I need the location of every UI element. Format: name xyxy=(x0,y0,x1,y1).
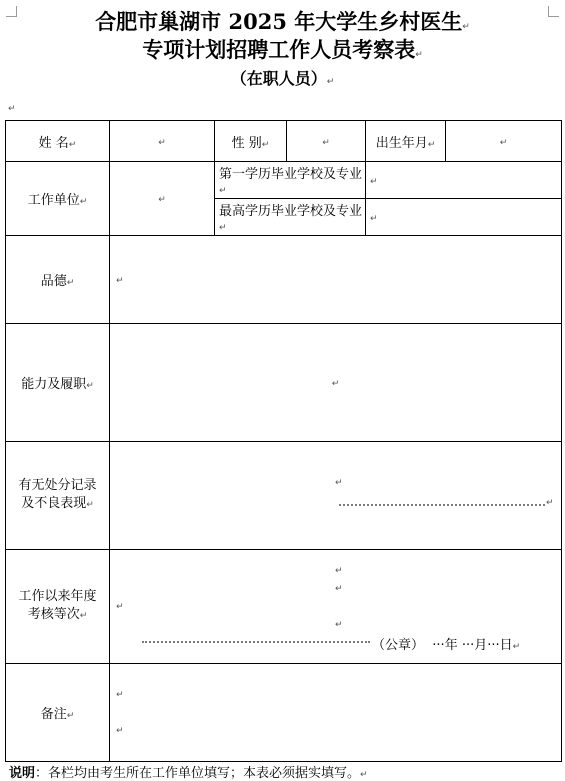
discipline-label: 有无处分记录 及不良表现↵ xyxy=(6,442,110,550)
seal-date-line: （公章） ···年 ···月···日↵ xyxy=(372,638,521,653)
morality-label: 品德↵ xyxy=(6,236,110,324)
first-education-value-cell[interactable]: ↵ xyxy=(366,162,562,199)
row-basic-info xyxy=(6,121,562,162)
gender-value-cell[interactable]: ↵ xyxy=(287,121,366,162)
dotted-line xyxy=(339,504,545,506)
remarks-value-cell[interactable]: ↵ ↵ xyxy=(110,664,562,762)
row-remarks xyxy=(6,664,562,762)
remarks-label: 备注↵ xyxy=(6,664,110,762)
title-line-2: 专项计划招聘工作人员考察表↵ xyxy=(142,37,423,62)
ability-value-cell[interactable]: ↵ xyxy=(110,324,562,442)
dotted-line xyxy=(142,641,370,643)
work-unit-label: 工作单位↵ xyxy=(6,162,110,236)
birth-value-cell[interactable]: ↵ xyxy=(446,121,562,162)
paragraph-mark: ↵ xyxy=(8,104,16,114)
footer-note: 说明：各栏均由考生所在工作单位填写；本表必须据实填写。↵ xyxy=(9,766,368,781)
work-unit-value-cell[interactable]: ↵ xyxy=(110,162,215,236)
assessment-label: 工作以来年度 考核等次↵ xyxy=(6,550,110,664)
row-ability xyxy=(6,324,562,442)
row-discipline xyxy=(6,442,562,550)
row-first-education xyxy=(6,162,562,199)
inspection-form-table xyxy=(5,120,562,762)
discipline-value-cell[interactable]: ↵ ↵ xyxy=(110,442,562,550)
ability-label: 能力及履职↵ xyxy=(6,324,110,442)
highest-education-value-cell[interactable]: ↵ xyxy=(366,199,562,236)
gender-label: 性 别↵ xyxy=(215,121,287,162)
assessment-value-cell[interactable]: ↵ ↵ ↵ ↵ （公章） ···年 ···月···日↵ xyxy=(110,550,562,664)
row-morality xyxy=(6,236,562,324)
title-line-1: 合肥市巢湖市 2025 年大学生乡村医生↵ xyxy=(95,9,470,34)
name-value-cell[interactable]: ↵ xyxy=(110,121,215,162)
first-education-label: 第一学历毕业学校及专业↵ xyxy=(215,162,366,199)
morality-value-cell[interactable]: ↵ xyxy=(110,236,562,324)
birth-label: 出生年月↵ xyxy=(366,121,446,162)
name-label: 姓 名↵ xyxy=(6,121,110,162)
highest-education-label: 最高学历毕业学校及专业↵ xyxy=(215,199,366,236)
row-assessment xyxy=(6,550,562,664)
title-line-3: （在职人员）↵ xyxy=(230,69,335,88)
